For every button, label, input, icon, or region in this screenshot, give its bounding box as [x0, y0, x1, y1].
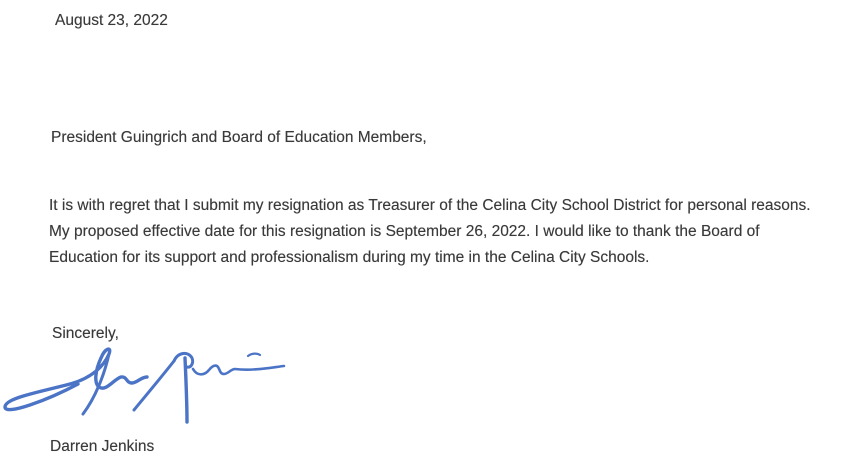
letter-signer-name: Darren Jenkins — [50, 438, 155, 455]
letter-date: August 23, 2022 — [55, 12, 168, 29]
letter-closing: Sincerely, — [52, 325, 119, 342]
letter-body-paragraph: It is with regret that I submit my resignation as Treasurer of the Celina City School District for personal reasons. My proposed effective date for this resignation is September 26, 2022. I would like to thank the Board of Education for its support and professionalism during my time in the Celina City Schools. — [49, 197, 811, 266]
handwritten-signature-icon — [0, 338, 290, 433]
letter-salutation: President Guingrich and Board of Education Members, — [51, 129, 427, 146]
